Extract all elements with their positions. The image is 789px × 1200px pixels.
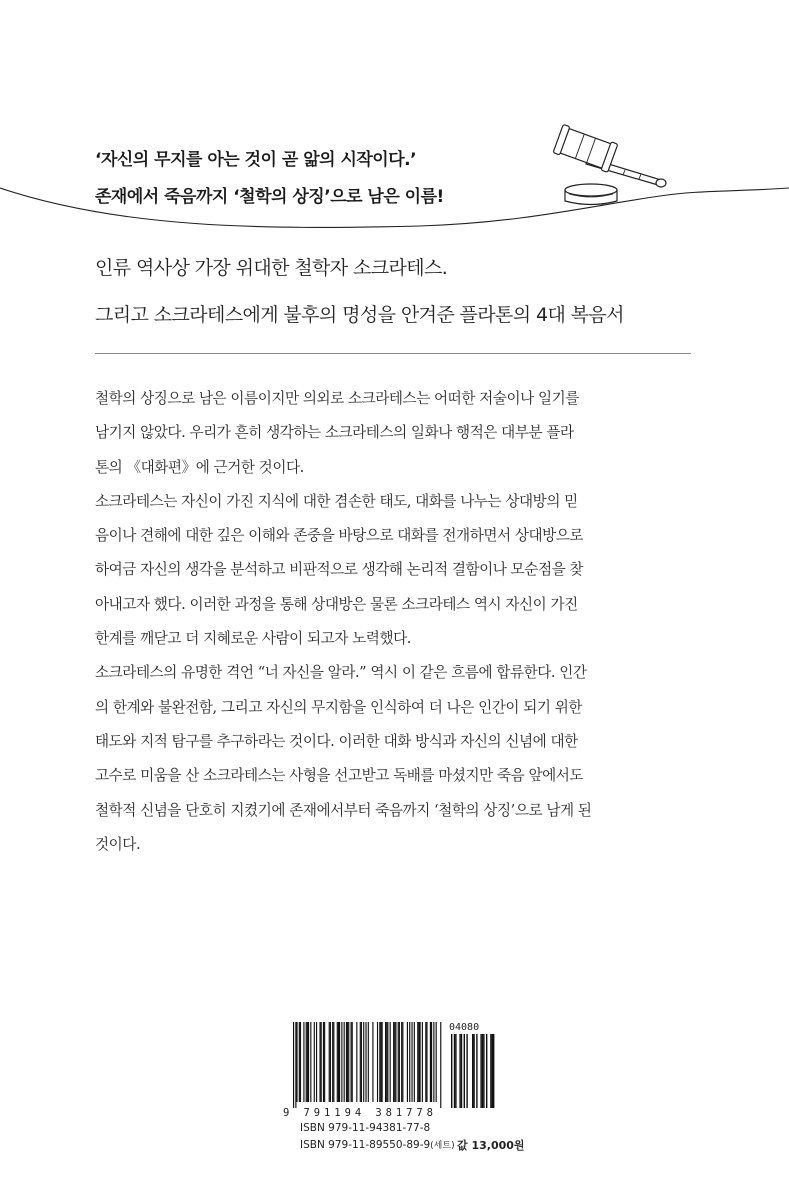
- barcode-addon-bar: [472, 1034, 473, 1108]
- barcode-bar: [310, 1022, 311, 1102]
- barcode-bar: [352, 1022, 353, 1102]
- barcode-bar: [323, 1022, 324, 1102]
- barcode-bar: [306, 1022, 307, 1102]
- body-line: 음이나 견해에 대한 깊은 이해와 존중을 바탕으로 대화를 전개하면서 상대방으로: [95, 527, 584, 545]
- isbn-barcode: [281, 1018, 513, 1122]
- barcode-bar: [433, 1022, 434, 1102]
- barcode-bar: [407, 1022, 408, 1102]
- price-label: 값 13,000원: [457, 1139, 525, 1152]
- body-line: 철학적 신념을 단호히 지켰기에 존재에서부터 죽음까지 ‘철학의 상징’으로 남게 된: [95, 801, 592, 819]
- barcode-bar: [361, 1022, 362, 1102]
- barcode-bar: [411, 1022, 412, 1102]
- barcode-bar: [379, 1022, 380, 1102]
- body-line: 한계를 깨닫고 더 지혜로운 사람이 되고자 노력했다.: [95, 630, 411, 648]
- barcode-bar: [337, 1022, 338, 1102]
- barcode-bar: [339, 1022, 340, 1102]
- body-line: 남기지 않았다. 우리가 흔히 생각하는 소크라테스의 일화나 행적은 대부분 플라: [95, 424, 574, 442]
- barcode-bar: [368, 1022, 369, 1102]
- body-line: 고수로 미움을 산 소크라테스는 사형을 선고받고 독배를 마셨지만 죽음 앞에서도: [95, 767, 584, 785]
- barcode-bar: [409, 1022, 410, 1102]
- barcode-bar: [399, 1022, 400, 1102]
- barcode-bar: [348, 1022, 349, 1102]
- barcode-bar: [321, 1022, 322, 1102]
- barcode-bar: [332, 1022, 333, 1102]
- barcode-bar: [300, 1022, 301, 1102]
- barcode-addon-bar: [451, 1034, 452, 1108]
- barcode-addon-bar: [454, 1034, 455, 1108]
- barcode-bar: [422, 1022, 423, 1102]
- body-line: 소크라테스는 자신이 가진 지식에 대한 겸손한 태도, 대화를 나누는 상대방의 믿: [95, 492, 578, 510]
- barcode-addon-bar: [480, 1034, 481, 1108]
- barcode-bar: [307, 1022, 308, 1102]
- barcode-bar: [380, 1022, 381, 1102]
- barcode-bar: [402, 1022, 403, 1102]
- body-line: 아내고자 했다. 이러한 과정을 통해 상대방은 물론 소크라테스 역시 자신이 가진: [95, 595, 578, 613]
- barcode-addon-bar: [493, 1034, 494, 1108]
- barcode-bar: [360, 1022, 361, 1102]
- barcode-bar: [414, 1022, 415, 1102]
- barcode-bar: [382, 1022, 383, 1102]
- intro-line-1: 인류 역사상 가장 위대한 철학자 소크라테스.: [95, 257, 448, 279]
- barcode-bar: [418, 1022, 419, 1102]
- barcode-addon-bar: [490, 1034, 491, 1108]
- barcode-bar: [420, 1022, 421, 1102]
- barcode-bar: [440, 1022, 441, 1108]
- barcode-bar: [338, 1022, 339, 1102]
- barcode-bar: [295, 1022, 296, 1108]
- barcode-bar: [387, 1022, 388, 1102]
- barcode-addon-bar: [461, 1034, 462, 1108]
- headline-quote: ‘자신의 무지를 아는 것이 곧 앎의 시작이다.’: [95, 150, 417, 170]
- barcode-bars: [281, 1018, 513, 1122]
- barcode-bar: [356, 1022, 357, 1102]
- body-line: 태도와 지적 탐구를 추구하라는 것이다. 이러한 대화 방식과 자신의 신념에 대한: [95, 732, 578, 750]
- divider-rule: [95, 353, 691, 354]
- isbn-line-2: ISBN 979-11-89550-89-9: [300, 1139, 431, 1151]
- barcode-bar: [386, 1022, 387, 1102]
- barcode-bar: [365, 1022, 366, 1102]
- isbn-set-label: (세트): [430, 1141, 455, 1151]
- barcode-bar: [314, 1022, 315, 1102]
- barcode-bar: [316, 1022, 317, 1102]
- barcode-addon-bar: [455, 1034, 456, 1108]
- judge-gavel-icon: [545, 110, 685, 220]
- barcode-bar: [390, 1022, 391, 1102]
- barcode-bar: [293, 1022, 294, 1108]
- body-line: 소크라테스의 유명한 격언 “너 자신을 알라.” 역시 이 같은 흐름에 합류한다. 인간: [95, 664, 587, 682]
- isbn-info: [300, 1120, 455, 1155]
- barcode-bar: [426, 1022, 427, 1102]
- barcode-bar: [385, 1022, 386, 1102]
- barcode-addon-bar: [492, 1034, 493, 1108]
- intro-line-2: 그리고 소크라테스에게 불후의 명성을 안겨준 플라톤의 4대 복음서: [95, 304, 624, 326]
- barcode-bar: [303, 1022, 304, 1102]
- barcode-addon-bar: [473, 1034, 474, 1108]
- barcode-bar: [394, 1022, 395, 1102]
- barcode-bar: [417, 1022, 418, 1102]
- barcode-bar: [436, 1022, 437, 1102]
- barcode-bar: [346, 1022, 347, 1102]
- barcode-bar: [347, 1022, 348, 1102]
- barcode-bar: [329, 1022, 330, 1102]
- body-text: [95, 382, 695, 862]
- barcode-bar: [425, 1022, 426, 1102]
- barcode-bar: [330, 1022, 331, 1102]
- barcode-bar: [372, 1022, 373, 1102]
- barcode-bar: [363, 1022, 364, 1102]
- barcode-bar: [324, 1022, 325, 1102]
- body-line: 의 한계와 불완전함, 그리고 자신의 무지함을 인식하여 더 나은 인간이 되기 위한: [95, 698, 582, 716]
- barcode-bar: [333, 1022, 334, 1102]
- barcode-addon-bar: [476, 1034, 477, 1108]
- body-line: 톤의 《대화편》에 근거한 것이다.: [95, 458, 304, 476]
- barcode-bar: [430, 1022, 431, 1102]
- barcode-addon-bar: [466, 1034, 467, 1108]
- barcode-addon-number: 04080: [449, 1022, 480, 1033]
- barcode-addon-bar: [486, 1034, 487, 1108]
- barcode-bar: [308, 1022, 309, 1102]
- headline-subtitle: 존재에서 죽음까지 ‘철학의 상징’으로 남은 이름!: [95, 187, 444, 207]
- body-line: 것이다.: [95, 835, 141, 853]
- barcode-bar: [296, 1022, 297, 1102]
- barcode-addon-bar: [459, 1034, 460, 1108]
- barcode-addon-bar: [482, 1034, 483, 1108]
- barcode-bar: [319, 1022, 320, 1102]
- barcode-bar: [299, 1022, 300, 1102]
- barcode-addon-bar: [464, 1034, 465, 1108]
- isbn-line-1: ISBN 979-11-94381-77-8: [300, 1122, 431, 1134]
- barcode-bar: [431, 1022, 432, 1102]
- barcode-bar: [344, 1022, 345, 1102]
- barcode-bar: [395, 1022, 396, 1102]
- barcode-bar: [351, 1022, 352, 1102]
- barcode-digits: 9 791194 381778: [283, 1107, 433, 1119]
- body-line: 철학의 상징으로 남은 이름이지만 의외로 소크라테스는 어떠한 저술이나 일기를: [95, 390, 579, 407]
- barcode-addon-bar: [483, 1034, 484, 1108]
- body-line: 하여금 자신의 생각을 분석하고 비판적으로 생각해 논리적 결함이나 모순점을 찾: [95, 561, 584, 579]
- barcode-bar: [377, 1022, 378, 1102]
- barcode-bar: [401, 1022, 402, 1102]
- barcode-bar: [341, 1022, 342, 1102]
- barcode-bar: [398, 1022, 399, 1102]
- barcode-bar: [393, 1022, 394, 1102]
